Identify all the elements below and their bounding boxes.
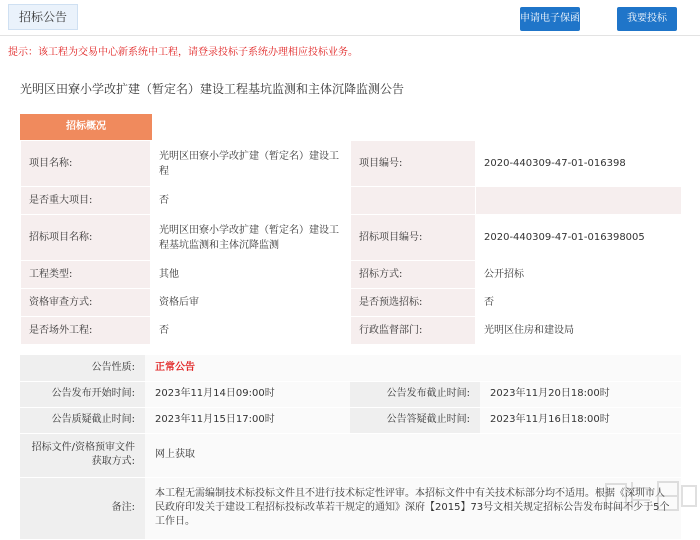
apply-bond-button[interactable]: 申请电子保函 — [520, 7, 580, 31]
project-name-label: 项目名称: — [21, 141, 151, 187]
major-project-label: 是否重大项目: — [21, 187, 151, 215]
nature-value-text: 正常公告 — [155, 361, 195, 373]
nature-label: 公告性质: — [20, 355, 145, 381]
empty-cell — [476, 187, 682, 215]
section-tab-overview[interactable]: 招标概况 — [20, 114, 152, 140]
table-row — [21, 261, 682, 289]
table-row — [20, 477, 681, 539]
answer-deadline-value: 2023年11月16日18:00时 — [480, 407, 681, 433]
table-row — [21, 187, 682, 215]
doc-method-label: 招标文件/资格预审文件获取方式: — [20, 433, 145, 477]
nature-value — [145, 355, 681, 381]
query-deadline-label: 公告质疑截止时间: — [20, 407, 145, 433]
table-row — [21, 141, 682, 187]
qualification-method-label: 资格审查方式: — [21, 289, 151, 317]
table-row — [20, 355, 681, 381]
project-name-value: 光明区田寮小学改扩建（暂定名）建设工程 — [151, 141, 351, 187]
page-title: 光明区田寮小学改扩建（暂定名）建设工程基坑监测和主体沉降监测公告 — [20, 82, 405, 96]
table-row — [21, 289, 682, 317]
tender-method-value: 公开招标 — [476, 261, 682, 289]
project-no-value: 2020-440309-47-01-016398 — [476, 141, 682, 187]
project-type-label: 工程类型: — [21, 261, 151, 289]
offsite-value: 否 — [151, 317, 351, 345]
project-no-label: 项目编号: — [351, 141, 476, 187]
offsite-label: 是否场外工程: — [21, 317, 151, 345]
tab-title[interactable]: 招标公告 — [8, 4, 78, 30]
qualification-method-value: 资格后审 — [151, 289, 351, 317]
bid-button[interactable]: 我要投标 — [617, 7, 677, 31]
remark-value: 本工程无需编制技术标投标文件且不进行技术标定性评审。本招标文件中有关技术标部分均不适用。根据《深圳市人民政府印发关于建设工程招标投标改革若干规定的通知》深府【2015】73号文相关规定招标公告发布时间不少于5个工作日。 — [145, 477, 681, 539]
empty-cell — [351, 187, 476, 215]
tender-method-label: 招标方式: — [351, 261, 476, 289]
system-notice: 提示：该工程为交易中心新系统中工程，请登录投标子系统办理相应投标业务。 — [8, 47, 358, 58]
tender-project-name-value: 光明区田寮小学改扩建（暂定名）建设工程基坑监测和主体沉降监测 — [151, 215, 351, 261]
announcement-table — [20, 355, 681, 540]
query-deadline-value: 2023年11月15日17:00时 — [145, 407, 350, 433]
publish-end-value: 2023年11月20日18:00时 — [480, 381, 681, 407]
watermark-logo-icon — [598, 470, 700, 521]
answer-deadline-label: 公告答疑截止时间: — [350, 407, 480, 433]
table-row — [20, 407, 681, 433]
table-row — [20, 433, 681, 477]
publish-end-label: 公告发布截止时间: — [350, 381, 480, 407]
doc-method-value: 网上获取 — [145, 433, 681, 477]
supervisor-value: 光明区住房和建设局 — [476, 317, 682, 345]
supervisor-label: 行政监督部门: — [351, 317, 476, 345]
table-row — [21, 215, 682, 261]
major-project-value: 否 — [151, 187, 351, 215]
preselection-value: 否 — [476, 289, 682, 317]
top-bar — [0, 0, 700, 36]
table-row — [20, 381, 681, 407]
preselection-label: 是否预选招标: — [351, 289, 476, 317]
project-type-value: 其他 — [151, 261, 351, 289]
tender-project-no-label: 招标项目编号: — [351, 215, 476, 261]
table-row — [21, 317, 682, 345]
publish-start-label: 公告发布开始时间: — [20, 381, 145, 407]
overview-table — [20, 140, 682, 345]
tender-project-name-label: 招标项目名称: — [21, 215, 151, 261]
remark-label: 备注: — [20, 477, 145, 539]
tender-project-no-value: 2020-440309-47-01-016398005 — [476, 215, 682, 261]
publish-start-value: 2023年11月14日09:00时 — [145, 381, 350, 407]
